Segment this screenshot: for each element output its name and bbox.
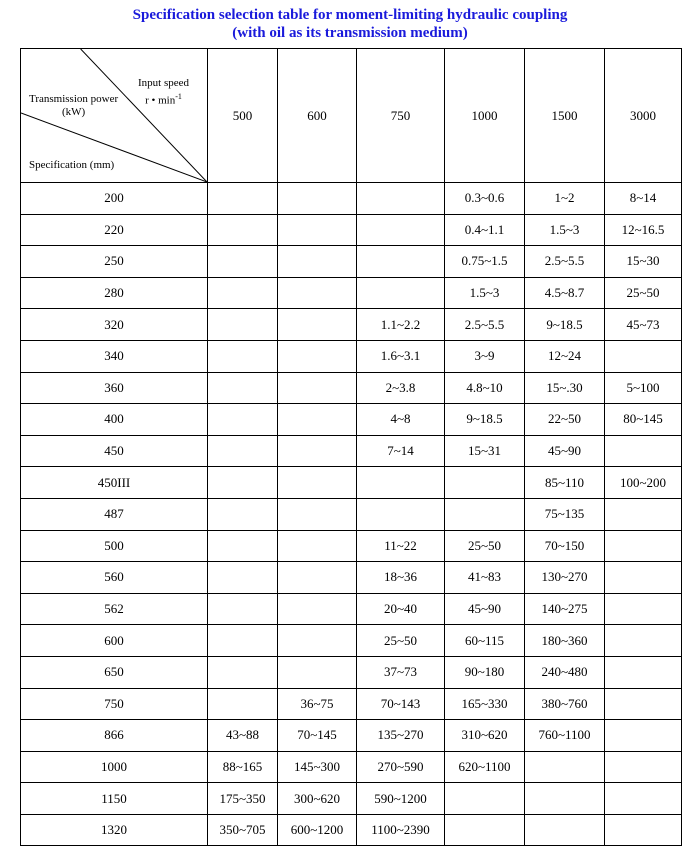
spec-cell: 650 (21, 656, 208, 688)
power-range-cell: 760~1100 (525, 720, 605, 752)
power-range-cell (278, 246, 357, 278)
power-range-cell: 165~330 (445, 688, 525, 720)
power-range-cell (357, 246, 445, 278)
power-range-cell: 380~760 (525, 688, 605, 720)
power-range-cell: 25~50 (605, 277, 682, 309)
power-range-cell: 310~620 (445, 720, 525, 752)
power-range-cell (357, 214, 445, 246)
power-range-cell: 22~50 (525, 404, 605, 436)
power-range-cell: 9~18.5 (525, 309, 605, 341)
power-range-cell (357, 467, 445, 499)
spec-cell: 562 (21, 593, 208, 625)
power-range-cell (208, 530, 278, 562)
power-range-cell: 270~590 (357, 751, 445, 783)
table-row (21, 404, 682, 436)
power-range-cell: 0.3~0.6 (445, 183, 525, 215)
power-range-cell: 12~16.5 (605, 214, 682, 246)
speed-header-1500: 1500 (525, 49, 605, 183)
power-range-cell (208, 562, 278, 594)
power-range-cell: 2~3.8 (357, 372, 445, 404)
power-range-cell: 12~24 (525, 340, 605, 372)
power-range-cell (357, 277, 445, 309)
power-range-cell: 0.75~1.5 (445, 246, 525, 278)
power-range-cell (208, 593, 278, 625)
speed-unit-exponent: -1 (175, 92, 182, 101)
table-row (21, 562, 682, 594)
power-range-cell: 145~300 (278, 751, 357, 783)
power-range-cell (208, 656, 278, 688)
power-range-cell: 11~22 (357, 530, 445, 562)
power-range-cell: 7~14 (357, 435, 445, 467)
power-range-cell (278, 214, 357, 246)
specification-label: Specification (mm) (29, 159, 115, 171)
table-row (21, 467, 682, 499)
power-range-cell (605, 751, 682, 783)
power-range-cell (278, 340, 357, 372)
input-speed-label (138, 77, 189, 108)
power-range-cell (605, 783, 682, 815)
power-range-cell: 0.4~1.1 (445, 214, 525, 246)
power-range-cell (278, 404, 357, 436)
power-range-cell (208, 340, 278, 372)
table-row (21, 720, 682, 752)
spec-cell: 1000 (21, 751, 208, 783)
table-row (21, 340, 682, 372)
power-range-cell: 2.5~5.5 (525, 246, 605, 278)
power-range-cell (278, 562, 357, 594)
power-range-cell (278, 625, 357, 657)
power-range-cell: 4.5~8.7 (525, 277, 605, 309)
power-range-cell: 9~18.5 (445, 404, 525, 436)
power-range-cell: 25~50 (357, 625, 445, 657)
table-row (21, 593, 682, 625)
spec-cell: 750 (21, 688, 208, 720)
power-range-cell: 15~.30 (525, 372, 605, 404)
power-range-cell (278, 309, 357, 341)
spec-cell: 200 (21, 183, 208, 215)
power-range-cell (208, 498, 278, 530)
speed-header-500: 500 (208, 49, 278, 183)
power-range-cell: 100~200 (605, 467, 682, 499)
corner-header-cell (21, 49, 208, 183)
power-range-cell: 600~1200 (278, 814, 357, 846)
table-row (21, 530, 682, 562)
power-range-cell: 1.1~2.2 (357, 309, 445, 341)
power-range-cell: 45~73 (605, 309, 682, 341)
power-range-cell (278, 593, 357, 625)
power-range-cell: 75~135 (525, 498, 605, 530)
power-range-cell: 45~90 (445, 593, 525, 625)
table-body (21, 183, 682, 846)
power-range-cell: 70~150 (525, 530, 605, 562)
power-range-cell: 70~145 (278, 720, 357, 752)
power-range-cell (605, 625, 682, 657)
power-range-cell (278, 467, 357, 499)
power-range-cell: 130~270 (525, 562, 605, 594)
power-range-cell (605, 435, 682, 467)
spec-cell: 280 (21, 277, 208, 309)
power-range-cell (208, 246, 278, 278)
spec-cell: 360 (21, 372, 208, 404)
speed-header-600: 600 (278, 49, 357, 183)
speed-unit-text: r • min (145, 94, 176, 107)
transmission-power-label (29, 93, 118, 119)
spec-cell: 600 (21, 625, 208, 657)
input-speed-text: Input speed (137, 77, 189, 89)
spec-cell: 1320 (21, 814, 208, 846)
power-range-cell: 15~30 (605, 246, 682, 278)
power-range-cell (605, 720, 682, 752)
transmission-power-text: Transmission power (29, 93, 119, 105)
power-range-cell (605, 498, 682, 530)
spec-cell: 450 (21, 435, 208, 467)
power-range-cell: 4.8~10 (445, 372, 525, 404)
power-range-cell: 300~620 (278, 783, 357, 815)
power-range-cell (605, 340, 682, 372)
power-range-cell (605, 656, 682, 688)
power-range-cell: 1~2 (525, 183, 605, 215)
table-row (21, 783, 682, 815)
power-range-cell: 620~1100 (445, 751, 525, 783)
power-range-cell (525, 751, 605, 783)
spec-cell: 487 (21, 498, 208, 530)
title-line-2: (with oil as its transmission medium) (232, 25, 468, 41)
power-range-cell: 590~1200 (357, 783, 445, 815)
power-range-cell: 2.5~5.5 (445, 309, 525, 341)
power-range-cell (208, 309, 278, 341)
specification-table (20, 48, 682, 846)
power-range-cell: 70~143 (357, 688, 445, 720)
power-range-cell (208, 277, 278, 309)
spec-cell: 250 (21, 246, 208, 278)
power-range-cell (278, 656, 357, 688)
table-row (21, 435, 682, 467)
power-range-cell (278, 435, 357, 467)
power-range-cell: 240~480 (525, 656, 605, 688)
speed-header-750: 750 (357, 49, 445, 183)
power-range-cell: 18~36 (357, 562, 445, 594)
power-range-cell: 25~50 (445, 530, 525, 562)
power-range-cell: 85~110 (525, 467, 605, 499)
power-range-cell: 350~705 (208, 814, 278, 846)
table-row (21, 625, 682, 657)
table-row (21, 183, 682, 215)
power-range-cell (357, 183, 445, 215)
power-range-cell: 41~83 (445, 562, 525, 594)
spec-cell: 500 (21, 530, 208, 562)
spec-cell: 400 (21, 404, 208, 436)
power-range-cell (278, 277, 357, 309)
power-range-cell (605, 814, 682, 846)
spec-cell: 320 (21, 309, 208, 341)
power-range-cell (605, 530, 682, 562)
power-unit-text: (kW) (61, 106, 86, 118)
power-range-cell (208, 625, 278, 657)
power-range-cell: 1100~2390 (357, 814, 445, 846)
table-title (0, 6, 700, 42)
power-range-cell: 1.5~3 (445, 277, 525, 309)
power-range-cell: 8~14 (605, 183, 682, 215)
power-range-cell: 5~100 (605, 372, 682, 404)
power-range-cell: 45~90 (525, 435, 605, 467)
power-range-cell (525, 814, 605, 846)
spec-cell: 340 (21, 340, 208, 372)
power-range-cell (445, 814, 525, 846)
speed-unit (138, 90, 189, 108)
speed-header-3000: 3000 (605, 49, 682, 183)
power-range-cell (445, 783, 525, 815)
power-range-cell (278, 372, 357, 404)
table-row (21, 498, 682, 530)
power-range-cell: 37~73 (357, 656, 445, 688)
power-range-cell: 4~8 (357, 404, 445, 436)
power-range-cell: 135~270 (357, 720, 445, 752)
power-range-cell (357, 498, 445, 530)
power-range-cell: 88~165 (208, 751, 278, 783)
power-range-cell: 3~9 (445, 340, 525, 372)
table-row (21, 656, 682, 688)
power-range-cell (605, 562, 682, 594)
power-range-cell: 20~40 (357, 593, 445, 625)
table-row (21, 277, 682, 309)
spec-cell: 866 (21, 720, 208, 752)
header-row (21, 49, 682, 183)
power-range-cell (208, 183, 278, 215)
power-range-cell (278, 498, 357, 530)
spec-cell: 1150 (21, 783, 208, 815)
power-range-cell: 1.5~3 (525, 214, 605, 246)
power-range-cell (605, 593, 682, 625)
power-range-cell: 1.6~3.1 (357, 340, 445, 372)
power-range-cell: 36~75 (278, 688, 357, 720)
table-row (21, 214, 682, 246)
spec-cell: 220 (21, 214, 208, 246)
power-range-cell: 43~88 (208, 720, 278, 752)
power-range-cell (605, 688, 682, 720)
power-range-cell (208, 214, 278, 246)
power-range-cell (208, 404, 278, 436)
power-range-cell: 140~275 (525, 593, 605, 625)
speed-header-1000: 1000 (445, 49, 525, 183)
power-range-cell (208, 688, 278, 720)
table-row (21, 309, 682, 341)
table-row (21, 751, 682, 783)
power-range-cell (208, 435, 278, 467)
power-range-cell (445, 498, 525, 530)
power-range-cell: 90~180 (445, 656, 525, 688)
power-range-cell (525, 783, 605, 815)
power-range-cell: 175~350 (208, 783, 278, 815)
power-range-cell (278, 183, 357, 215)
table-row (21, 372, 682, 404)
spec-cell: 560 (21, 562, 208, 594)
spec-cell: 450III (21, 467, 208, 499)
table-row (21, 688, 682, 720)
power-range-cell (208, 467, 278, 499)
power-range-cell: 180~360 (525, 625, 605, 657)
power-range-cell: 80~145 (605, 404, 682, 436)
power-range-cell (278, 530, 357, 562)
power-range-cell: 15~31 (445, 435, 525, 467)
power-range-cell: 60~115 (445, 625, 525, 657)
table-row (21, 246, 682, 278)
power-range-cell (445, 467, 525, 499)
table-row (21, 814, 682, 846)
power-range-cell (208, 372, 278, 404)
title-line-1: Specification selection table for moment-limiting hydraulic coupling (132, 7, 568, 23)
